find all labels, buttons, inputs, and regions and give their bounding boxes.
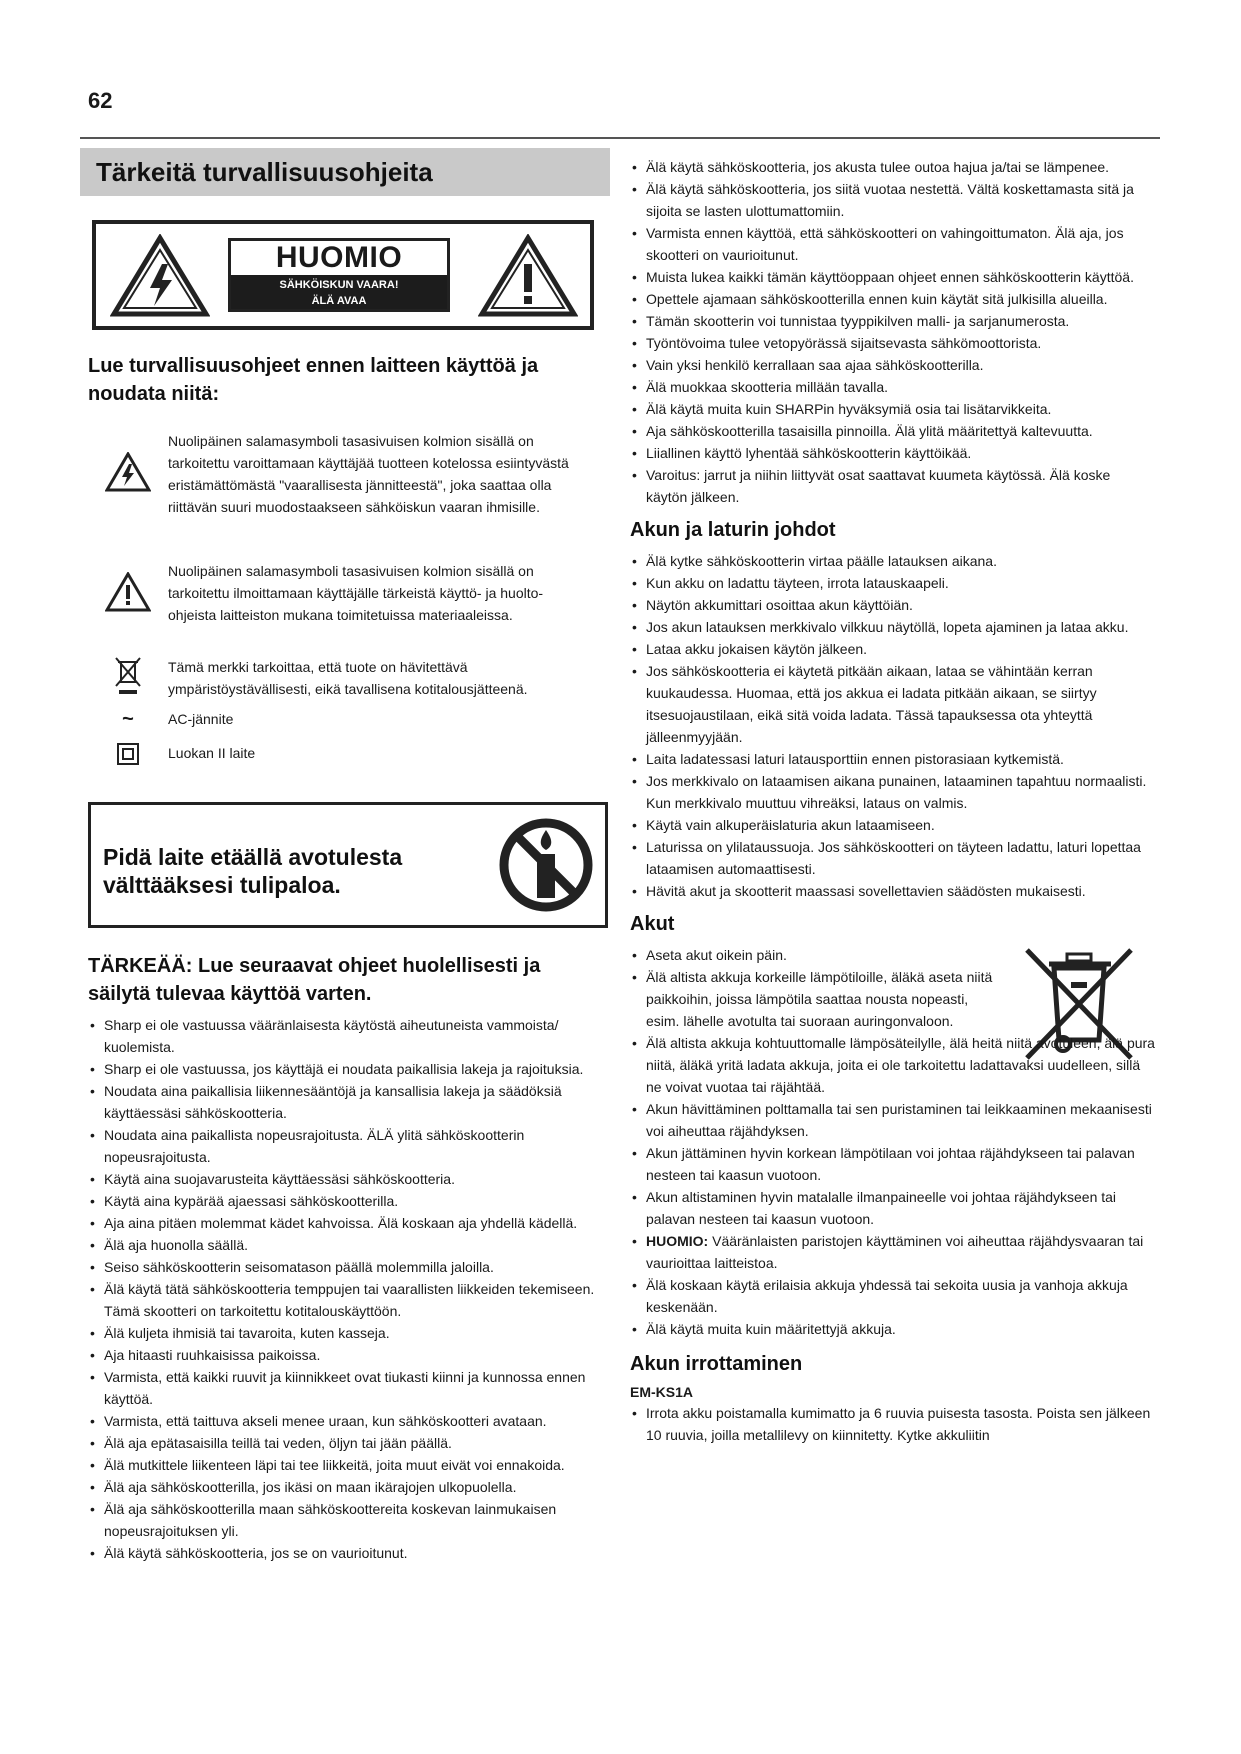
left-column: [80, 148, 610, 1564]
class-ii-icon: [88, 742, 168, 776]
list-item: • Noudata aina paikallisia liikennesääntöjä ja kansallisia lakeja ja säädöksiä käyttäessäsi sähköskootteria.: [88, 1080, 608, 1124]
symbol-description: Nuolipäinen salamasymboli tasasivuisen kolmion sisällä on tarkoitettu ilmoittamaan käyttäjälle tärkeistä käyttö- ja huolto-ohjeista laitteiston mukana toimitetuissa materiaaleissa.: [168, 563, 544, 623]
title-banner: [80, 148, 610, 196]
list-item: • Varoitus: jarrut ja niihin liittyvät osat saattavat kuumeta käytössä. Älä koske käytön jälkeen.: [630, 464, 1155, 508]
list-item: • Akun altistaminen hyvin matalalle ilmanpaineelle voi johtaa räjähdykseen tai palavan nesteen tai kaasun vuotoon.: [630, 1186, 1155, 1230]
charger-list: [630, 550, 1155, 902]
list-item: • Älä altista akkuja korkeille lämpötiloille, äläkä aseta niitä paikkoihin, joissa lämpötila saattaa nousta nopeasti, esim. lähelle avotulta tai suoraan auringonvaloon.: [630, 966, 1005, 1032]
huomio-subtitle: [231, 275, 447, 309]
read-instructions-heading: Lue turvallisuusohjeet ennen laitteen käyttöä ja noudata niitä:: [88, 355, 539, 405]
fire-warning-box: [88, 802, 608, 928]
list-item: • Irrota akku poistamalla kumimatto ja 6 ruuvia puisesta tasosta. Poista sen jälkeen 10 ruuvia, joilla metallilevy on kiinnitetty. Kytke akkuliitin: [630, 1402, 1155, 1446]
list-item: • Jos sähköskootteria ei käytetä pitkään aikaan, lataa se vähintään kerran kuukaudessa. Huomaa, että jos akkua ei ladata pitkään aikaan, se siirtyy itsesuojaustilaan, eikä sitä voida ladata. Tässä tapauksessa ota yhteyttä jälleenmyyjään.: [630, 660, 1155, 748]
list-item: • Älä käytä sähköskootteria, jos siitä vuotaa nestettä. Vältä koskettamasta sitä ja sijoita se lasten ulottumattomiin.: [630, 178, 1155, 222]
symbol-row: [88, 656, 610, 708]
list-item: • Jos merkkivalo on lataamisen aikana punainen, lataaminen tapahtuu normaalisti. Kun merkkivalo muuttuu vihreäksi, lataus on valmis.: [630, 770, 1155, 814]
list-item: • Lataa akku jokaisen käytön jälkeen.: [630, 638, 1155, 660]
list-item: • Älä käytä tätä sähköskootteria temppujen tai vaarallisten liikkeiden tekemiseen. Tämä skootteri on tarkoitettu kotitalouskäyttöön.: [88, 1278, 608, 1322]
symbol-description: Nuolipäinen salamasymboli tasasivuisen kolmion sisällä on tarkoitettu varoittamaan käyttäjää tuotteen kotelossa esiintyvästä eristämättömästä "vaarallisesta jännitteestä", joka saattaa olla riittävän suuri muodostaakseen sähköiskun vaaran ihmisille.: [168, 433, 569, 515]
huomio-label: HUOMIO:: [646, 1233, 709, 1249]
list-item: • Älä kuljeta ihmisiä tai tavaroita, kuten kasseja.: [88, 1322, 608, 1344]
list-item: • Sharp ei ole vastuussa, jos käyttäjä ei noudata paikallisia lakeja ja rajoituksia.: [88, 1058, 608, 1080]
list-item: • Noudata aina paikallista nopeusrajoitusta. ÄLÄ ylitä sähköskootterin nopeusrajoitusta.: [88, 1124, 608, 1168]
list-item: • Opettele ajamaan sähköskootterilla ennen kuin käytät sitä julkisilla alueilla.: [630, 288, 1155, 310]
ac-tilde-icon: ~: [122, 708, 134, 730]
header-rule: [80, 137, 1160, 139]
symbol-row: [88, 430, 610, 560]
battery-section: [630, 944, 1155, 1340]
battery-heading: Akut: [630, 913, 675, 935]
list-item: • Älä altista akkuja kohtuuttomalle lämpösäteilylle, älä heitä niitä avotuleen, älä pura niitä, äläkä yritä ladata akkuja, joita ei ole tarkoitettu ladattavaksi uudelleen, sillä ne voivat vuotaa tai räjähtää.: [630, 1032, 1155, 1098]
list-item: • Aseta akut oikein päin.: [630, 944, 1005, 966]
general-safety-list: [630, 156, 1155, 508]
list-item: • Älä koskaan käytä erilaisia akkuja yhdessä tai sekoita uusia ja vanhoja akkuja keskenään.: [630, 1274, 1155, 1318]
right-column: [630, 156, 1155, 1446]
list-item: • Työntövoima tulee vetopyörässä sijaitsevasta sähkömoottorista.: [630, 332, 1155, 354]
huomio-sub-line1: SÄHKÖISKUN VAARA!: [279, 279, 399, 291]
list-item: • Älä käytä muita kuin määritettyjä akkuja.: [630, 1318, 1155, 1340]
symbol-row: [88, 560, 610, 656]
lightning-triangle-icon: [88, 430, 168, 560]
no-open-flame-icon: [497, 816, 595, 914]
list-item: • Varmista ennen käyttöä, että sähköskootteri on vahingoittumaton. Älä aja, jos skootteri on vaurioitunut.: [630, 222, 1155, 266]
list-item: • Jos akun latauksen merkkivalo vilkkuu näytöllä, lopeta ajaminen ja lataa akku.: [630, 616, 1155, 638]
list-item: • Älä aja huonolla säällä.: [88, 1234, 608, 1256]
symbol-description: Luokan II laite: [168, 745, 256, 761]
fire-warning-line1: Pidä laite etäällä avotulesta: [103, 844, 403, 870]
list-item: • Laturissa on ylilataussuoja. Jos sähköskootteri on täyteen ladattu, laturi lopettaa lataamisen automaattisesti.: [630, 836, 1155, 880]
lightning-warning-icon: [110, 234, 210, 318]
list-item: • Sharp ei ole vastuussa vääränlaisesta käytöstä aiheutuneista vammoista/ kuolemista.: [88, 1014, 608, 1058]
list-item: • Aja sähköskootterilla tasaisilla pinnoilla. Älä ylitä määritettyä kaltevuutta.: [630, 420, 1155, 442]
removal-list: [630, 1402, 1155, 1446]
page-title: Tärkeitä turvallisuusohjeita: [96, 156, 433, 187]
list-item: • Kun akku on ladattu täyteen, irrota latauskaapeli.: [630, 572, 1155, 594]
list-item: • Käytä aina suojavarusteita käyttäessäsi sähköskootteria.: [88, 1168, 608, 1190]
symbol-row: [88, 742, 610, 776]
symbol-description: Tämä merkki tarkoittaa, että tuote on hävitettävä ympäristöystävällisesti, eikä tavallisena kotitalousjätteenä.: [168, 659, 528, 697]
huomio-sub-line2: ÄLÄ AVAA: [311, 295, 367, 307]
list-item: • Tämän skootterin voi tunnistaa tyyppikilven malli- ja sarjanumerosta.: [630, 310, 1155, 332]
symbol-description: AC-jännite: [168, 711, 234, 727]
removal-heading: Akun irrottaminen: [630, 1353, 803, 1375]
list-item: • Seiso sähköskootterin seisomatason päällä molemmilla jaloilla.: [88, 1256, 608, 1278]
exclamation-warning-icon: [478, 234, 578, 318]
list-item: • Älä mutkittele liikenteen läpi tai tee liikkeitä, joita muut eivät voi ennakoida.: [88, 1454, 608, 1476]
list-item: • Liiallinen käyttö lyhentää sähköskootterin käyttöikää.: [630, 442, 1155, 464]
list-item: • Käytä aina kypärää ajaessasi sähköskootterilla.: [88, 1190, 608, 1212]
fire-warning-line2: välttääksesi tulipaloa.: [103, 872, 341, 898]
symbol-row: [88, 708, 610, 742]
battery-list-wide: [630, 1032, 1155, 1340]
page-number: 62: [88, 88, 113, 113]
huomio-heading: HUOMIO: [275, 241, 403, 274]
list-item: • Älä aja epätasaisilla teillä tai veden, öljyn tai jään päällä.: [88, 1432, 608, 1454]
list-item: • Älä käytä sähköskootteria, jos akusta tulee outoa hajua ja/tai se lämpenee.: [630, 156, 1155, 178]
list-item: • Muista lukea kaikki tämän käyttöoppaan ohjeet ennen sähköskootterin käyttöä.: [630, 266, 1155, 288]
list-item: • Hävitä akut ja skootterit maassasi sovellettavien säädösten mukaisesti.: [630, 880, 1155, 902]
charger-heading: Akun ja laturin johdot: [630, 519, 836, 541]
list-item: • Älä kytke sähköskootterin virtaa päälle latauksen aikana.: [630, 550, 1155, 572]
list-item: • Älä käytä muita kuin SHARPin hyväksymiä osia tai lisätarvikkeita.: [630, 398, 1155, 420]
list-item: • Laita ladatessasi laturi latausporttiin ennen pistorasiaan kytkemistä.: [630, 748, 1155, 770]
list-item: • Älä aja sähköskootterilla, jos ikäsi on maan ikärajojen ulkopuolella.: [88, 1476, 608, 1498]
list-item: • Akun hävittäminen polttamalla tai sen puristaminen tai leikkaaminen mekaanisesti voi aiheuttaa räjähdyksen.: [630, 1098, 1155, 1142]
list-item: • Vain yksi henkilö kerrallaan saa ajaa sähköskootterilla.: [630, 354, 1155, 376]
list-item: • Aja aina pitäen molemmat kädet kahvoissa. Älä koskaan aja yhdellä kädellä.: [88, 1212, 608, 1234]
exclamation-triangle-icon: [88, 560, 168, 656]
important-heading: TÄRKEÄÄ: Lue seuraavat ohjeet huolellisesti ja säilytä tulevaa käyttöä varten.: [88, 955, 541, 1005]
list-item: [630, 1230, 1155, 1274]
list-item: • Aja hitaasti ruuhkaisissa paikoissa.: [88, 1344, 608, 1366]
list-item: • Näytön akkumittari osoittaa akun käyttöiän.: [630, 594, 1155, 616]
list-item: • Akun jättäminen hyvin korkean lämpötilaan voi johtaa räjähdykseen tai palavan nesteen tai kaasun vuotoon.: [630, 1142, 1155, 1186]
huomio-text: Vääränlaisten paristojen käyttäminen voi aiheuttaa räjähdysvaaran tai vaurioittaa laitteistoa.: [646, 1233, 1144, 1271]
battery-list-narrow: [630, 944, 1005, 1032]
list-item: • Älä käytä sähköskootteria, jos se on vaurioitunut.: [88, 1542, 608, 1564]
fire-warning-text: [103, 843, 402, 899]
important-list: [88, 1014, 608, 1564]
huomio-center-panel: [228, 238, 450, 312]
list-item: • Varmista, että taittuva akseli menee uraan, kun sähköskootteri avataan.: [88, 1410, 608, 1432]
list-item: • Käytä vain alkuperäislaturia akun lataamiseen.: [630, 814, 1155, 836]
list-item: • Varmista, että kaikki ruuvit ja kiinnikkeet ovat tiukasti kiinni ja kunnossa ennen käyttöä.: [88, 1366, 608, 1410]
model-label: EM-KS1A: [630, 1384, 694, 1400]
list-item: • Älä muokkaa skootteria millään tavalla.: [630, 376, 1155, 398]
list-item: • Älä aja sähköskootterilla maan sähköskoottereita koskevan lainmukaisen nopeusrajoituksen yli.: [88, 1498, 608, 1542]
symbol-list: [80, 430, 610, 776]
huomio-warning-label: [92, 220, 594, 330]
crossed-bin-icon: [88, 656, 168, 708]
